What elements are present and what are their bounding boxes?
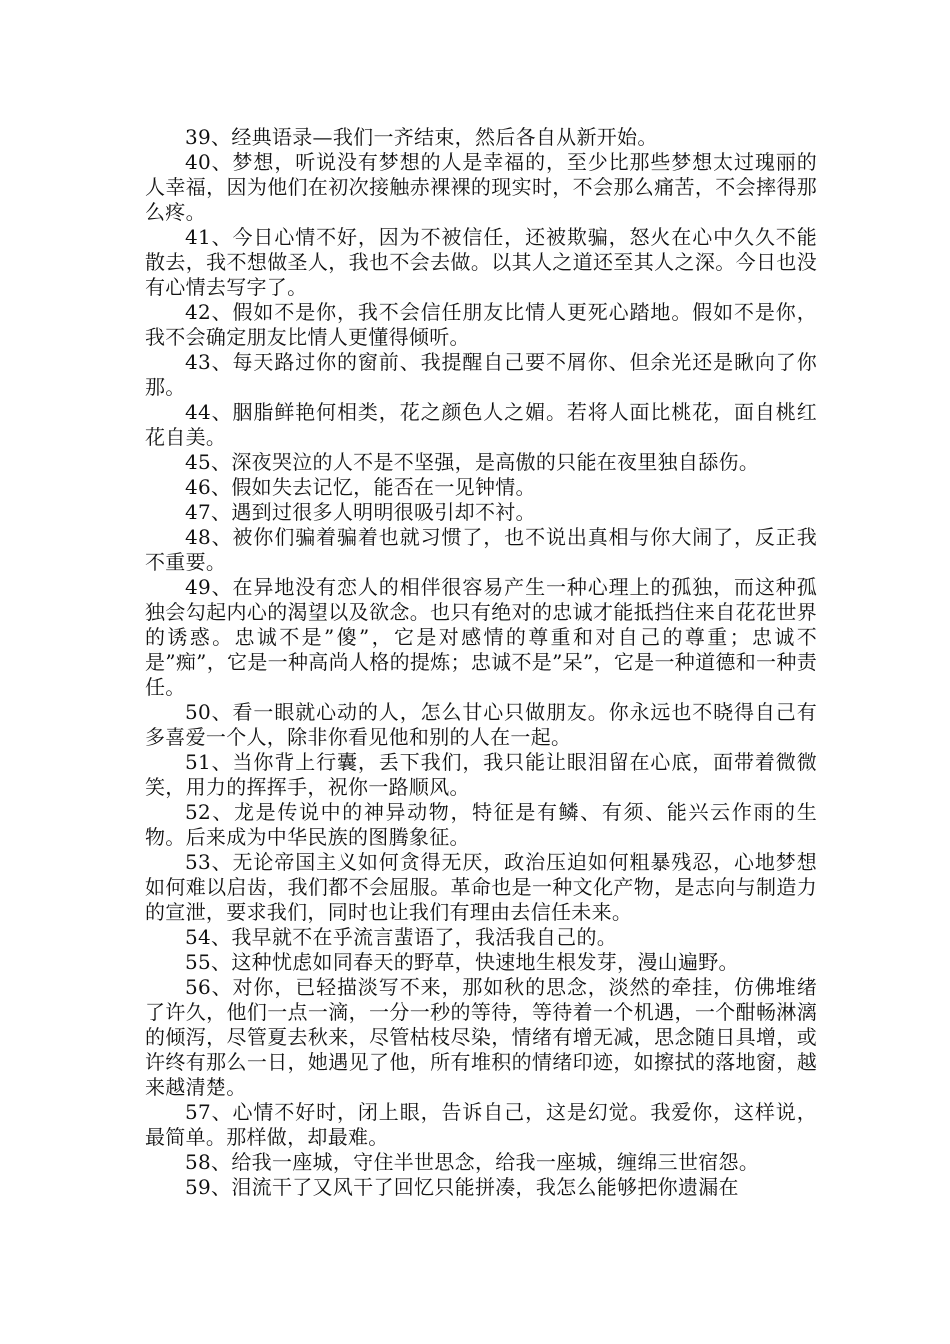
quote-59: 59、泪流干了又风干了回忆只能拼凑，我怎么能够把你遗漏在 xyxy=(185,1175,739,1199)
quote-51: 51、当你背上行囊，丢下我们，我只能让眼泪留在心底，面带着微微笑，用力的挥挥手，祝你一路顺风。 xyxy=(145,750,817,799)
document-body xyxy=(145,125,817,1200)
quote-40: 40、梦想，听说没有梦想的人是幸福的，至少比那些梦想太过瑰丽的人幸福，因为他们在初次接触赤裸裸的现实时，不会那么痛苦，不会摔得那么疼。 xyxy=(145,150,817,224)
quote-47: 47、遇到过很多人明明很吸引却不衬。 xyxy=(185,500,536,524)
quote-58: 58、给我一座城，守住半世思念，给我一座城，缠绵三世宿怨。 xyxy=(185,1150,760,1174)
quote-41: 41、今日心情不好，因为不被信任，还被欺骗，怒火在心中久久不能散去，我不想做圣人，我也不会去做。以其人之道还至其人之深。今日也没有心情去写字了。 xyxy=(145,225,817,299)
quote-52: 52、龙是传说中的神异动物，特征是有鳞、有须、能兴云作雨的生物。后来成为中华民族的图腾象征。 xyxy=(145,800,817,849)
quote-50: 50、看一眼就心动的人，怎么甘心只做朋友。你永远也不晓得自己有多喜爱一个人，除非你看见他和别的人在一起。 xyxy=(145,700,817,749)
quote-49: 49、在异地没有恋人的相伴很容易产生一种心理上的孤独，而这种孤独会勾起内心的渴望以及欲念。也只有绝对的忠诚才能抵挡住来自花花世界的诱惑。忠诚不是”傻”，它是对感情的尊重和对自己的尊重；忠诚不是”痴”，它是一种高尚人格的提炼；忠诚不是”呆”，它是一种道德和一种责任。 xyxy=(145,575,817,699)
quote-54: 54、我早就不在乎流言蜚语了，我活我自己的。 xyxy=(185,925,618,949)
quote-56: 56、对你，已轻描淡写不来，那如秋的思念，淡然的牵挂，仿佛堆绪了许久，他们一点一滴，一分一秒的等待，等待着一个机遇，一个酣畅淋漓的倾泻，尽管夏去秋来，尽管枯枝尽染，情绪有增无减，思念随日具增，或许终有那么一日，她遇见了他，所有堆积的情绪印迹，如擦拭的落地窗，越来越清楚。 xyxy=(145,975,817,1099)
quote-48: 48、被你们骗着骗着也就习惯了，也不说出真相与你大闹了，反正我不重要。 xyxy=(145,525,817,574)
quote-57: 57、心情不好时，闭上眼，告诉自己，这是幻觉。我爱你，这样说，最简单。那样做，却最难。 xyxy=(145,1100,817,1149)
quote-44: 44、胭脂鲜艳何相类，花之颜色人之媚。若将人面比桃花，面自桃红花自美。 xyxy=(145,400,817,449)
quote-53: 53、无论帝国主义如何贪得无厌，政治压迫如何粗暴残忍，心地梦想如何难以启齿，我们都不会屈服。革命也是一种文化产物，是志向与制造力的宣泄，要求我们，同时也让我们有理由去信任未来。 xyxy=(145,850,817,924)
quote-55: 55、这种忧虑如同春天的野草，快速地生根发芽，漫山遍野。 xyxy=(185,950,739,974)
quote-39: 39、经典语录—我们一齐结束，然后各自从新开始。 xyxy=(185,125,658,149)
quote-43: 43、每天路过你的窗前、我提醒自己要不屑你、但余光还是瞅向了你那。 xyxy=(145,350,817,399)
quote-42: 42、假如不是你，我不会信任朋友比情人更死心踏地。假如不是你，我不会确定朋友比情人更懂得倾听。 xyxy=(145,300,817,349)
quote-46: 46、假如失去记忆，能否在一见钟情。 xyxy=(185,475,536,499)
quote-45: 45、深夜哭泣的人不是不坚强，是高傲的只能在夜里独自舔伤。 xyxy=(185,450,760,474)
